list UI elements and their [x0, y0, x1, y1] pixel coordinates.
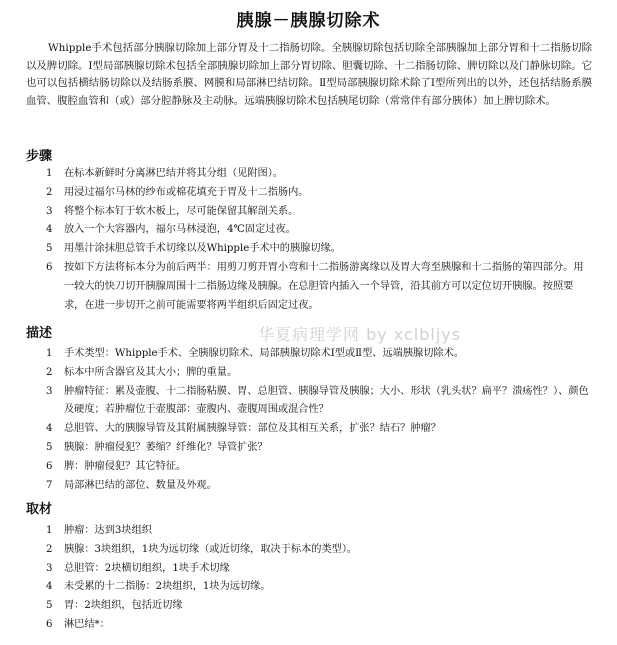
- item-number: 5: [46, 441, 53, 453]
- intro-paragraph: Whipple手术包括部分胰腺切除加上部分胃及十二指肠切除。全胰腺切除包括切除全部胰腺加上部分胃和十二指肠切除以及脾切除。Ⅰ型局部胰腺切除术包括全部胰腺切除加上部分胃切除、胆囊切除、十二指肠切除、脾切除以及门静脉切除。它也可以包括横结肠切除以及结肠系膜、网膜和局部淋巴结切除。Ⅱ型局部胰腺切除术除了Ⅰ型所列出的以外，还包括结肠系膜血管、腹腔血管和（或）部分腔静脉及主动脉。远端胰腺切除术包括胰尾切除（常常伴有部分胰体）加上脾切除术。: [26, 42, 592, 107]
- item-text: 肿瘤：达到3块组织: [64, 525, 152, 536]
- describe-list: [26, 345, 592, 495]
- item-text: 胃：2块组织，包括近切缘: [64, 600, 183, 612]
- list-item: [26, 259, 592, 315]
- list-item: [26, 383, 592, 421]
- list-item: [26, 439, 592, 458]
- list-item: [26, 578, 592, 597]
- steps-list: [26, 165, 592, 315]
- item-text: 手术类型：Whipple手术、全胰腺切除术、局部胰腺切除术Ⅰ型或Ⅱ型、远端胰腺切除术。: [64, 348, 464, 359]
- item-number: 1: [46, 348, 53, 359]
- sampling-heading: 取材: [26, 502, 53, 517]
- item-text: 将整个标本钉于软木板上，尽可能保留其解剖关系。: [64, 205, 299, 217]
- page-title: 胰腺－胰腺切除术: [236, 11, 381, 31]
- item-number: 5: [46, 600, 53, 612]
- describe-heading: 描述: [26, 326, 53, 341]
- item-text: 脾：肿瘤侵犯？其它特征。: [64, 460, 187, 472]
- item-number: 2: [46, 366, 53, 378]
- list-item: [26, 364, 592, 383]
- item-text: 总胆管、大的胰腺导管及其附属胰腺导管：部位及其相互关系，扩张？结石？肿瘤？: [64, 423, 441, 435]
- item-number: 4: [46, 581, 53, 593]
- item-text: 用浸过福尔马林的纱布或棉花填充于胃及十二指肠内。: [64, 186, 309, 198]
- item-text: 肿瘤特征：累及壶腹、十二指肠粘膜、胃、总胆管、胰腺导管及胰腺；大小、形状（乳头状？扁平？溃疡性？）、颜色及硬度；若肿瘤位于壶腹部：壶腹内、壶腹周围或混合性？: [64, 385, 589, 416]
- item-number: 3: [46, 562, 53, 574]
- list-item: [26, 184, 592, 203]
- watermark: 华夏病理学网 by xclbljys: [258, 325, 462, 344]
- list-item: [26, 221, 592, 240]
- list-item: [26, 597, 592, 616]
- item-text: 未受累的十二指肠：2块组织，1块为远切缘。: [64, 581, 271, 593]
- list-item: [26, 458, 592, 477]
- item-number: 3: [46, 385, 53, 397]
- item-number: 6: [46, 261, 53, 273]
- item-number: 2: [46, 543, 53, 555]
- item-text: 标本中所含器官及其大小；脾的重量。: [64, 366, 238, 378]
- item-number: 6: [46, 618, 53, 630]
- item-number: 2: [46, 186, 53, 198]
- list-item: [26, 616, 592, 635]
- steps-heading: 步骤: [26, 149, 53, 164]
- item-number: 7: [46, 479, 53, 491]
- item-text: 按如下方法将标本分为前后两半：用剪刀剪开胃小弯和十二指肠游离缘以及胃大弯至胰腺和十二指肠的第四部分。用一较大的快刀切开胰腺周围十二指肠边缘及胰腺。在总胆管内插入一个导管，沿其前方可以定位切开胰腺。按照要求，在进一步切开之前可能需要将两半组织后固定过夜。: [64, 261, 584, 311]
- item-number: 1: [46, 168, 53, 179]
- item-number: 6: [46, 460, 53, 472]
- item-text: 胰腺：3块组织，1块为远切缘（或近切缘，取决于标本的类型）。: [64, 543, 358, 555]
- item-text: 局部淋巴结的部位、数量及外观。: [64, 479, 217, 491]
- item-text: 淋巴结*：: [64, 618, 110, 630]
- list-item: [26, 420, 592, 439]
- item-text: 总胆管：2块横切组织，1块手术切缘: [64, 562, 230, 574]
- item-text: 胰腺：肿瘤侵犯？萎缩？纤维化？导管扩张？: [64, 441, 268, 453]
- list-item: [26, 240, 592, 259]
- item-number: 5: [46, 243, 53, 255]
- list-item: [26, 477, 592, 496]
- item-number: 3: [46, 205, 53, 217]
- item-text: 放入一个大容器内，福尔马林浸泡，4℃固定过夜。: [64, 224, 296, 236]
- list-item: [26, 165, 592, 184]
- list-item: [26, 560, 592, 579]
- list-item: [26, 203, 592, 222]
- item-number: 4: [46, 423, 53, 435]
- item-text: 用墨汁涂抹胆总管手术切缘以及Whipple手术中的胰腺切缘。: [64, 243, 341, 255]
- list-item: [26, 345, 592, 364]
- list-item: [26, 541, 592, 560]
- sampling-list: [26, 522, 592, 635]
- list-item: [26, 522, 592, 541]
- item-text: 在标本新鲜时分离淋巴结并将其分组（见附图）。: [64, 168, 284, 179]
- item-number: 4: [46, 224, 53, 236]
- item-number: 1: [46, 525, 53, 536]
